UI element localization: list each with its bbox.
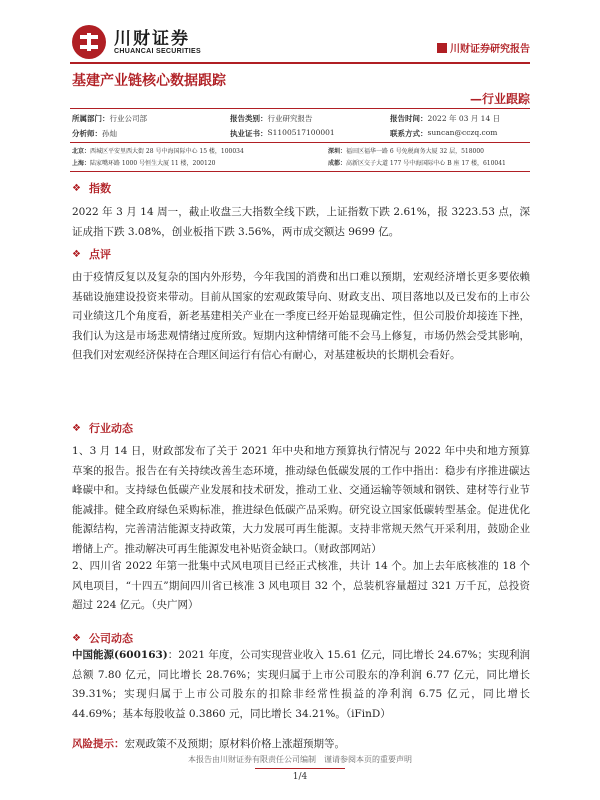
sh-label: 上海： (72, 160, 91, 167)
header-divider (70, 62, 530, 64)
brand-name-en: CHUANCAI SECURITIES (114, 47, 201, 55)
sz-label: 深圳： (328, 148, 347, 155)
bj-label: 北京： (72, 148, 91, 155)
footer-disclaimer: 本报告由川财证券有限责任公司编制 谨请参阅本页的重要声明 (188, 755, 412, 764)
diamond-icon: ❖ (72, 422, 81, 434)
section-index-title: 指数 (88, 182, 111, 195)
diamond-icon: ❖ (72, 632, 81, 644)
brand-logo-icon (72, 25, 106, 59)
sz-address: 福田区福华一路 6 号免税商务大厦 32 层，518000 (346, 148, 485, 155)
analyst-value: 孙灿 (102, 129, 117, 138)
address-row-2 (72, 158, 530, 167)
badge-icon (437, 43, 447, 53)
sh-address: 陆家嘴环路 1000 号恒生大厦 11 楼，200120 (90, 160, 216, 167)
meta-row-2 (72, 128, 530, 139)
cert-value: S1100517100001 (267, 128, 335, 137)
type-value: 行业研究报告 (267, 114, 313, 123)
risk-body: 宏观政策不及预期；原材料价格上涨超预期等。 (124, 738, 345, 750)
meta-divider-top (70, 108, 530, 109)
comment-paragraph: 由于疫情反复以及复杂的国内外形势，今年我国的消费和出口难以预期，宏观经济增长更多要依赖基础设施建设投资来带动。目前从国家的宏观政策导向、财政支出、项目落地以及已发布的上市公司业绩这几个角度看，新老基建相关产业在一季度已经开始显现确定性，但公司股价却接连下挫，我们认为这是市场悲观情绪过度所致。短期内这种情绪可能不会马上修复，市场仍然会受其影响，但我们对宏观经济保持在合理区间运行有信心有耐心，对基建板块的长期机会看好。 (72, 271, 530, 362)
section-company-title: 公司动态 (88, 632, 133, 645)
meta-divider-mid (70, 142, 530, 143)
section-industry-heading (72, 420, 133, 436)
diamond-icon: ❖ (72, 182, 81, 194)
analyst-label: 分析师： (72, 129, 102, 138)
contact-label: 联系方式： (390, 129, 428, 138)
risk-label: 风险提示： (72, 738, 125, 750)
section-comment-heading (72, 246, 111, 262)
industry-paragraph-1: 1、3 月 14 日，财政部发布了关于 2021 年中央和地方预算执行情况与 2022 年中央和地方预算草案的报告。报告在有关持续改善生态环境，推动绿色低碳发展的工作中指出：稳步有序推进碳达峰碳中和。支持绿色低碳产业发展和技术研发，推动工业、交通运输等领域和钢铁、建材等行业节能减排。健全政府绿色采购标准，推进绿色低碳产品采购。研究设立国家低碳转型基金。促进优化能源结构，完善清洁能源支持政策，大力发展可再生能源。支持非常规天然气开采利用，鼓励企业增储上产。推动解决可再生能源发电补贴资金缺口。（财政部网站） (72, 445, 530, 555)
industry-paragraph-2: 2、四川省 2022 年第一批集中式风电项目已经正式核准，共计 14 个。加上去年底核准的 18 个风电项目，“十四五”期间四川省已核准 3 风电项目 32 个，总装机容量超过 321 万千瓦，总投资超过 224 亿元。（央广网） (72, 560, 530, 612)
report-badge-text: 川财证券研究报告 (450, 44, 530, 55)
time-value: 2022 年 03 月 14 日 (427, 114, 501, 123)
report-subtitle: —行业跟踪 (469, 92, 530, 106)
section-company-heading (72, 630, 133, 646)
company-body: ：2021 年度，公司实现营业收入 15.61 亿元，同比增长 24.67%；实现利润总额 7.80 亿元，同比增长 28.76%；实现归属于上市公司股东的净利润 6.77 亿元，同比增长 39.31%；实现归属于上市公司股东的扣除非经常性损益的净利润 6.75 亿元，同比增长 44.69%；基本每股收益 0.3860 元，同比增长 34.21%。（iFinD） (72, 649, 530, 720)
index-paragraph: 2022 年 3 月 14 周一，截止收盘三大指数全线下跌，上证指数下跌 2.61%，报 3223.53 点，深证成指下跌 3.08%，创业板指下跌 3.56%，两市成交额达 9699 亿。 (72, 206, 530, 238)
brand-name-cn: 川财证券 (114, 28, 190, 49)
section-industry-title: 行业动态 (88, 422, 133, 435)
type-label: 报告类别： (230, 114, 268, 123)
page-number: 1/4 (292, 772, 308, 782)
company-paragraph (72, 646, 530, 724)
section-index-heading (72, 180, 111, 196)
diamond-icon: ❖ (72, 248, 81, 260)
meta-row-1 (72, 113, 530, 124)
meta-divider-bottom (70, 171, 530, 172)
dept-value: 行业公司部 (109, 114, 147, 123)
dept-label: 所属部门： (72, 114, 110, 123)
cert-label: 执业证书： (230, 129, 268, 138)
cd-label: 成都： (328, 160, 347, 167)
company-name: 中国能源(600163) (72, 649, 168, 661)
cd-address: 高新区交子大道 177 号中海国际中心 B 座 17 楼，610041 (346, 160, 506, 167)
contact-value[interactable]: suncan@cczq.com (427, 128, 498, 137)
footer-divider (255, 768, 345, 769)
section-comment-title: 点评 (88, 248, 111, 261)
bj-address: 西城区平安里西大街 28 号中海国际中心 15 楼，100034 (90, 148, 244, 155)
risk-paragraph (72, 735, 530, 755)
report-badge (437, 40, 530, 55)
report-title: 基建产业链核心数据跟踪 (72, 73, 226, 89)
time-label: 报告时间： (390, 114, 428, 123)
brand-logo (72, 22, 201, 62)
address-row-1 (72, 146, 530, 155)
